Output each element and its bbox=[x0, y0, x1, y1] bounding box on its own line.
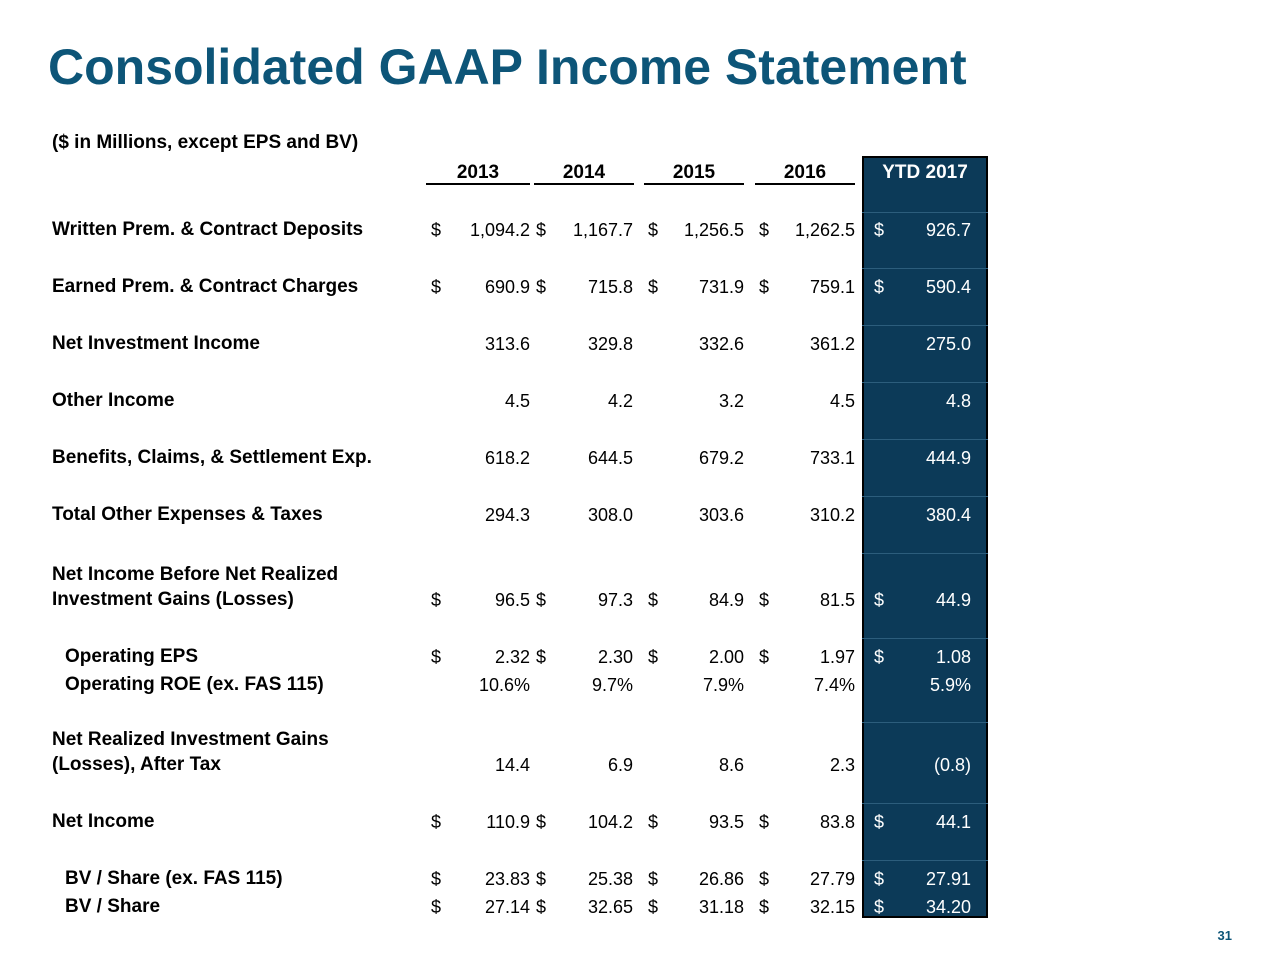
table-cell: 679.2 bbox=[698, 448, 744, 468]
row-label: Net Investment Income bbox=[52, 333, 260, 354]
dollar-sign: $ bbox=[536, 590, 547, 610]
dollar-sign: $ bbox=[759, 812, 770, 832]
column-header: 2013 bbox=[456, 162, 500, 183]
table-cell: 1.97 bbox=[819, 647, 855, 667]
dollar-sign: $ bbox=[536, 277, 547, 297]
table-cell: 7.4% bbox=[813, 675, 855, 695]
table-cell: 84.9 bbox=[708, 590, 744, 610]
row-label: Benefits, Claims, & Settlement Exp. bbox=[52, 447, 372, 468]
table-cell: 4.5 bbox=[829, 391, 855, 411]
table-cell: 332.6 bbox=[698, 334, 744, 354]
row-label: Operating EPS bbox=[65, 646, 199, 667]
table-cell: 23.83 bbox=[484, 869, 530, 889]
dollar-sign: $ bbox=[874, 220, 885, 240]
table-cell: 93.5 bbox=[708, 812, 744, 832]
header-underline bbox=[426, 183, 530, 185]
table-cell: 2.30 bbox=[597, 647, 633, 667]
row-label: Earned Prem. & Contract Charges bbox=[52, 276, 359, 297]
table-cell: 96.5 bbox=[494, 590, 530, 610]
row-label: (Losses), After Tax bbox=[52, 754, 221, 775]
table-cell: 294.3 bbox=[484, 505, 530, 525]
units-note: ($ in Millions, except EPS and BV) bbox=[52, 132, 359, 153]
table-cell: 444.9 bbox=[925, 448, 971, 468]
dollar-sign: $ bbox=[759, 869, 770, 889]
row-label-line1: Net Income Before Net Realized bbox=[52, 564, 339, 585]
column-header: YTD 2017 bbox=[882, 162, 968, 183]
dollar-sign: $ bbox=[431, 590, 442, 610]
dollar-sign: $ bbox=[431, 220, 442, 240]
dollar-sign: $ bbox=[759, 220, 770, 240]
ytd-divider bbox=[862, 325, 988, 326]
table-cell: 690.9 bbox=[484, 277, 530, 297]
page-title: Consolidated GAAP Income Statement bbox=[48, 39, 967, 95]
table-cell: 644.5 bbox=[587, 448, 633, 468]
table-cell: 1,262.5 bbox=[794, 220, 855, 240]
table-cell: 104.2 bbox=[587, 812, 633, 832]
table-cell: 618.2 bbox=[484, 448, 530, 468]
dollar-sign: $ bbox=[759, 277, 770, 297]
header-underline bbox=[755, 183, 855, 185]
table-cell: 32.65 bbox=[587, 897, 633, 917]
table-cell: 27.14 bbox=[484, 897, 530, 917]
ytd-divider bbox=[862, 496, 988, 497]
table-cell: 10.6% bbox=[478, 675, 530, 695]
row-label: Other Income bbox=[52, 390, 175, 411]
dollar-sign: $ bbox=[874, 812, 885, 832]
table-cell: 110.9 bbox=[486, 812, 530, 832]
dollar-sign: $ bbox=[648, 812, 659, 832]
ytd-divider bbox=[862, 803, 988, 804]
table-cell: 1.08 bbox=[935, 647, 971, 667]
table-cell: 313.6 bbox=[484, 334, 530, 354]
dollar-sign: $ bbox=[431, 812, 442, 832]
row-label: BV / Share bbox=[65, 896, 161, 917]
dollar-sign: $ bbox=[759, 897, 770, 917]
table-cell: 27.91 bbox=[925, 869, 971, 889]
table-cell: 759.1 bbox=[809, 277, 855, 297]
ytd-divider bbox=[862, 439, 988, 440]
page-number: 31 bbox=[1217, 928, 1232, 943]
dollar-sign: $ bbox=[431, 647, 442, 667]
table-cell: 14.4 bbox=[494, 755, 530, 775]
table-cell: 1,256.5 bbox=[683, 220, 744, 240]
table-cell: 5.9% bbox=[929, 675, 971, 695]
table-cell: 4.2 bbox=[607, 391, 633, 411]
table-cell: 4.5 bbox=[504, 391, 530, 411]
table-cell: 44.9 bbox=[935, 590, 971, 610]
table-cell: 81.5 bbox=[819, 590, 855, 610]
ytd-divider bbox=[862, 553, 988, 554]
table-cell: 2.32 bbox=[494, 647, 530, 667]
dollar-sign: $ bbox=[648, 869, 659, 889]
table-cell: 303.6 bbox=[698, 505, 744, 525]
table-cell: 308.0 bbox=[587, 505, 633, 525]
header-underline bbox=[644, 183, 744, 185]
dollar-sign: $ bbox=[536, 220, 547, 240]
table-cell: 9.7% bbox=[591, 675, 633, 695]
table-cell: 310.2 bbox=[809, 505, 855, 525]
ytd-divider bbox=[862, 722, 988, 723]
table-cell: (0.8) bbox=[933, 755, 971, 775]
table-cell: 8.6 bbox=[718, 755, 744, 775]
dollar-sign: $ bbox=[874, 869, 885, 889]
dollar-sign: $ bbox=[759, 647, 770, 667]
dollar-sign: $ bbox=[648, 220, 659, 240]
table-cell: 590.4 bbox=[925, 277, 971, 297]
ytd-divider bbox=[862, 212, 988, 213]
table-cell: 733.1 bbox=[809, 448, 855, 468]
column-header: 2015 bbox=[672, 162, 716, 183]
table-cell: 34.20 bbox=[925, 897, 971, 917]
table-cell: 97.3 bbox=[597, 590, 633, 610]
table-cell: 380.4 bbox=[925, 505, 971, 525]
table-cell: 731.9 bbox=[698, 277, 744, 297]
table-cell: 4.8 bbox=[945, 391, 971, 411]
dollar-sign: $ bbox=[648, 590, 659, 610]
table-cell: 2.3 bbox=[829, 755, 855, 775]
dollar-sign: $ bbox=[874, 590, 885, 610]
column-header: 2016 bbox=[783, 162, 827, 183]
dollar-sign: $ bbox=[536, 647, 547, 667]
table-cell: 329.8 bbox=[587, 334, 633, 354]
table-cell: 275.0 bbox=[925, 334, 971, 354]
dollar-sign: $ bbox=[431, 897, 442, 917]
table-cell: 2.00 bbox=[708, 647, 744, 667]
dollar-sign: $ bbox=[874, 647, 885, 667]
row-label-line1: Net Realized Investment Gains bbox=[52, 729, 329, 750]
row-label: Operating ROE (ex. FAS 115) bbox=[65, 674, 324, 695]
ytd-divider bbox=[862, 268, 988, 269]
ytd-divider bbox=[862, 638, 988, 639]
table-cell: 7.9% bbox=[702, 675, 744, 695]
table-cell: 6.9 bbox=[607, 755, 633, 775]
row-label: Total Other Expenses & Taxes bbox=[52, 504, 323, 525]
table-cell: 27.79 bbox=[809, 869, 855, 889]
dollar-sign: $ bbox=[648, 647, 659, 667]
dollar-sign: $ bbox=[431, 277, 442, 297]
table-cell: 25.38 bbox=[587, 869, 633, 889]
table-cell: 361.2 bbox=[809, 334, 855, 354]
table-cell: 1,167.7 bbox=[572, 220, 633, 240]
row-label: BV / Share (ex. FAS 115) bbox=[65, 868, 283, 889]
row-label: Written Prem. & Contract Deposits bbox=[52, 219, 364, 240]
table-cell: 44.1 bbox=[935, 812, 971, 832]
dollar-sign: $ bbox=[648, 897, 659, 917]
table-cell: 926.7 bbox=[925, 220, 971, 240]
table-cell: 1,094.2 bbox=[469, 220, 530, 240]
column-header: 2014 bbox=[562, 162, 606, 183]
table-cell: 715.8 bbox=[587, 277, 633, 297]
table-cell: 31.18 bbox=[698, 897, 744, 917]
table-cell: 3.2 bbox=[718, 391, 744, 411]
dollar-sign: $ bbox=[648, 277, 659, 297]
dollar-sign: $ bbox=[536, 869, 547, 889]
dollar-sign: $ bbox=[874, 897, 885, 917]
dollar-sign: $ bbox=[874, 277, 885, 297]
ytd-divider bbox=[862, 860, 988, 861]
row-label: Net Income bbox=[52, 811, 155, 832]
ytd-divider bbox=[862, 382, 988, 383]
table-cell: 32.15 bbox=[809, 897, 855, 917]
table-cell: 26.86 bbox=[698, 869, 744, 889]
dollar-sign: $ bbox=[536, 812, 547, 832]
dollar-sign: $ bbox=[431, 869, 442, 889]
dollar-sign: $ bbox=[536, 897, 547, 917]
header-underline bbox=[534, 183, 634, 185]
dollar-sign: $ bbox=[759, 590, 770, 610]
row-label: Investment Gains (Losses) bbox=[52, 589, 294, 610]
table-cell: 83.8 bbox=[819, 812, 855, 832]
